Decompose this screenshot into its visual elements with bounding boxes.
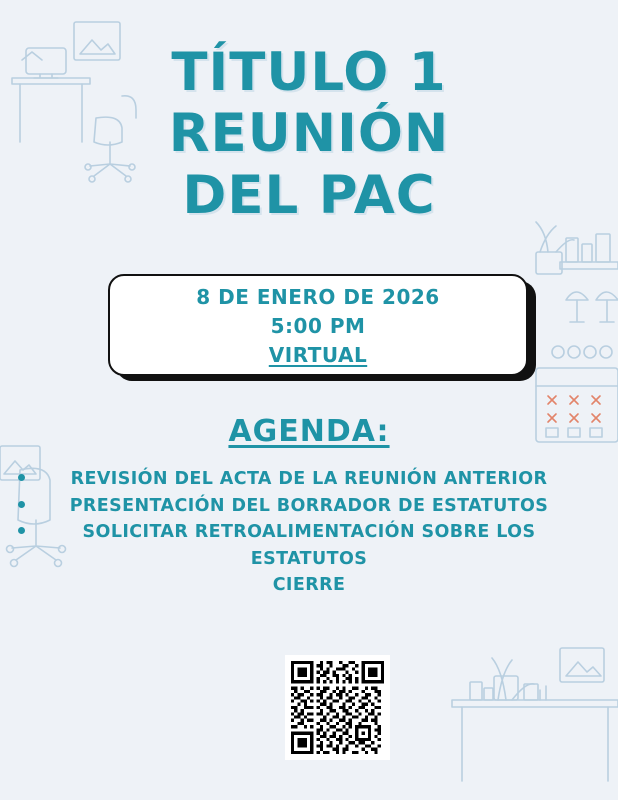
bullet-icon <box>18 501 25 508</box>
agenda-item <box>0 519 618 572</box>
qr-code-image <box>291 661 384 754</box>
agenda-item <box>0 466 618 493</box>
title-line-3: DEL PAC <box>182 164 436 226</box>
event-date: 8 DE ENERO DE 2026 <box>196 284 440 309</box>
agenda-item <box>0 572 618 599</box>
title-line-1: TÍTULO 1 <box>171 42 447 103</box>
title-line-2: REUNIÓN <box>168 103 450 165</box>
card-body <box>108 274 528 376</box>
agenda-heading: AGENDA: <box>228 414 390 449</box>
qr-code[interactable] <box>285 655 390 760</box>
bullet-icon <box>18 474 25 481</box>
bullet-icon <box>18 527 25 534</box>
event-location: VIRTUAL <box>268 342 368 367</box>
agenda-item <box>0 493 618 520</box>
agenda-item-label: SOLICITAR RETROALIMENTACIÓN SOBRE LOS ESTATUTOS <box>82 522 536 569</box>
poster-title <box>0 42 618 226</box>
agenda-item-label: REVISIÓN DEL ACTA DE LA REUNIÓN ANTERIOR <box>70 469 548 489</box>
agenda-item-label: CIERRE <box>272 575 346 596</box>
event-info-card <box>108 274 528 378</box>
event-time: 5:00 PM <box>270 313 366 338</box>
agenda-list <box>0 466 618 599</box>
agenda-item-label: PRESENTACIÓN DEL BORRADOR DE ESTATUTOS <box>69 495 549 516</box>
